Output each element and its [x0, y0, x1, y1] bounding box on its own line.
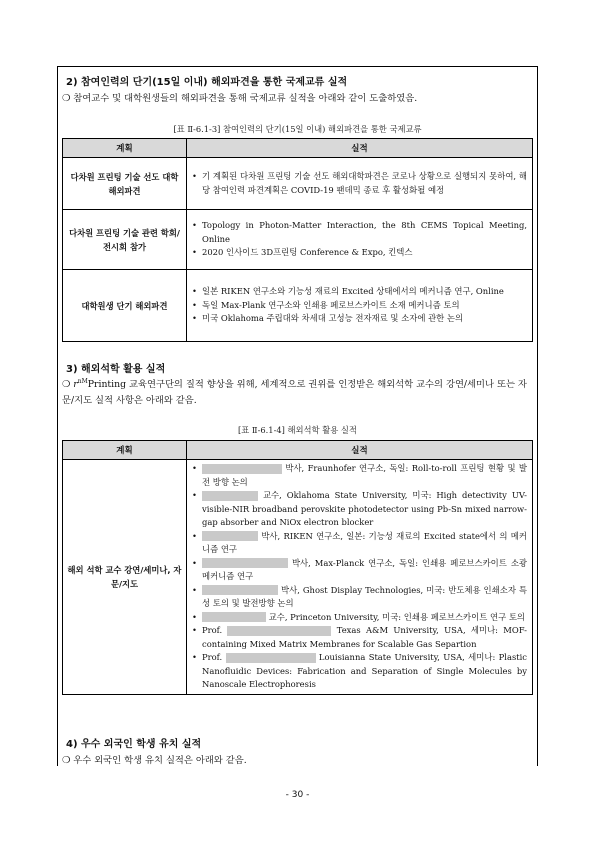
section-3-bullet: ❍ $r^{nM}Printing$ 교육연구단의 질적 향상을 위해, 세계적으로 권위를 인정받은 해외석학 교수의 강연/세미나 또는 자문/지도 실적 사항은 아래와 같음. — [62, 378, 527, 407]
result-item: • 박사, RIKEN 연구소, 일본: 기능성 재료의 Excited state에서 의 메커니즘 연구 — [202, 530, 527, 557]
result-item: • 일본 RIKEN 연구소와 기능성 재료의 Excited 상태에서의 메커니즘 연구, Online — [202, 285, 527, 299]
redacted-name — [202, 558, 288, 568]
result-item: • 교수, Oklahoma State University, 미국: High detectivity UV-visible-NIR broadband perovskite photodetector using Pb-Sn mixed narrow-gap absorber and NiOx electron blocker — [202, 489, 527, 530]
result-cell — [187, 158, 533, 210]
page-number: - 30 - — [285, 790, 310, 800]
redacted-name — [226, 653, 316, 663]
table-row — [63, 460, 533, 695]
result-item: • Prof. Louisianna State University, USA, 세미나: Plastic Nanofluidic Devices: Fabrication and Separation of Single Molecules by Nanoscale Electrophoresis — [202, 651, 527, 692]
result-item: • Prof. Texas A&M University, USA, 세미나: MOF-containing Mixed Matrix Membranes for Scalable Gas Separtion — [202, 624, 527, 651]
result-item: • 독일 Max-Plank 연구소와 인쇄용 페로브스카이트 소재 메커니즘 토의 — [202, 299, 527, 313]
section-3-title: 3) 해외석학 활용 실적 — [66, 364, 166, 375]
redacted-name — [202, 464, 282, 474]
redacted-name — [202, 585, 278, 595]
section-4-bullet: ❍ 우수 외국인 학생 유치 실적은 아래와 같음. — [62, 755, 247, 766]
section-2-bullet: ❍ 참여교수 및 대학원생들의 해외파견을 통해 국제교류 실적을 아래와 같이 도출하였음. — [62, 93, 418, 104]
table-3-caption: [표 Ⅱ-6.1-3] 참여인력의 단기(15일 이내) 해외파견을 통한 국제교류 — [173, 124, 422, 134]
redacted-name — [227, 626, 331, 636]
result-item: • 박사, Fraunhofer 연구소, 독일: Roll-to-roll 프린팅 현황 및 발전 방향 논의 — [202, 462, 527, 489]
table-overseas-scholars — [62, 440, 533, 695]
table-international-exchange — [62, 138, 533, 342]
section-4-title: 4) 우수 외국인 학생 유치 실적 — [66, 739, 202, 750]
redacted-name — [202, 612, 266, 622]
plan-cell: 다차원 프린팅 기술 관련 학회/전시회 참가 — [63, 210, 187, 270]
plan-cell: 대학원생 단기 해외파견 — [63, 270, 187, 342]
plan-cell: 다차원 프린팅 기술 선도 대학해외파견 — [63, 158, 187, 210]
result-item: • 2020 인사이드 3D프린팅 Conference & Expo, 킨텍스 — [202, 246, 527, 260]
result-item: • 미국 Oklahoma 주립대와 차세대 고성능 전자재료 및 소자에 관한 논의 — [202, 312, 527, 326]
table-row — [63, 270, 533, 342]
redacted-name — [202, 531, 258, 541]
result-item: • 교수, Princeton University, 미국: 인쇄용 페로브스카이트 연구 토의 — [202, 611, 527, 625]
col-header-plan: 계획 — [63, 139, 187, 158]
col-header-plan: 계획 — [63, 441, 187, 460]
result-item: • 박사, Ghost Display Technologies, 미국: 반도체용 인쇄소자 특성 토의 및 발전방향 논의 — [202, 584, 527, 611]
table-4-caption: [표 Ⅱ-6.1-4] 해외석학 활용 실적 — [238, 425, 357, 435]
col-header-result: 실적 — [187, 139, 533, 158]
result-item: • 기 계획된 다차원 프린팅 기술 선도 해외대학파견은 코로나 상황으로 실행되지 못하여, 해당 참여인력 파견계획은 COVID-19 팬데믹 종료 후 활성화될 예정 — [202, 170, 527, 197]
section-2-title: 2) 참여인력의 단기(15일 이내) 해외파견을 통한 국제교류 실적 — [66, 77, 348, 88]
plan-cell: 해외 석학 교수 강연/세미나, 자문/지도 — [63, 460, 187, 695]
table-row — [63, 210, 533, 270]
table-row — [63, 158, 533, 210]
result-cell — [187, 210, 533, 270]
result-item: • 박사, Max-Planck 연구소, 독일: 인쇄용 페로브스카이트 소광 메커니즘 연구 — [202, 557, 527, 584]
result-item: • Topology in Photon-Matter Interaction, the 8th CEMS Topical Meeting, Online — [202, 219, 527, 246]
result-cell — [187, 460, 533, 695]
result-cell — [187, 270, 533, 342]
col-header-result: 실적 — [187, 441, 533, 460]
redacted-name — [202, 491, 258, 501]
